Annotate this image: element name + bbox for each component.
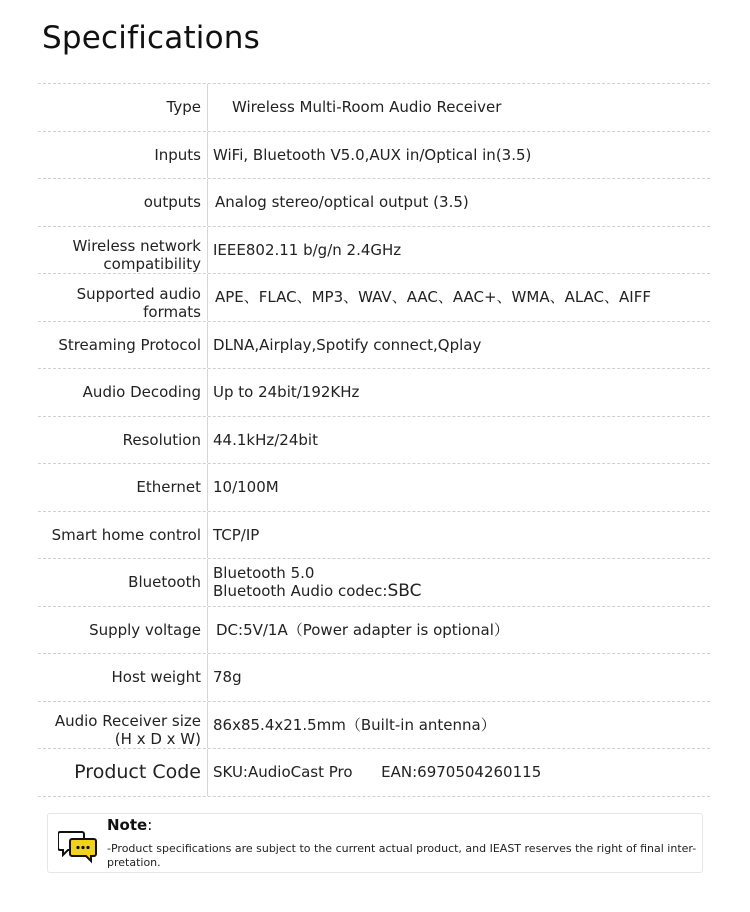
spec-value: 44.1kHz/24bit bbox=[213, 430, 318, 449]
spec-value: DC:5V/1A（Power adapter is optional） bbox=[216, 620, 509, 639]
spec-row-wireless bbox=[38, 227, 710, 275]
spec-label bbox=[38, 227, 208, 274]
spec-label: Product Code bbox=[38, 749, 208, 796]
spec-label: outputs bbox=[38, 179, 208, 226]
spec-row-product-code bbox=[38, 749, 710, 797]
spec-label: Ethernet bbox=[38, 464, 208, 511]
spec-value: Analog stereo/optical output (3.5) bbox=[215, 193, 469, 212]
spec-value: WiFi, Bluetooth V5.0,AUX in/Optical in(3.5) bbox=[213, 145, 532, 164]
spec-label: Audio Decoding bbox=[38, 369, 208, 416]
spec-value: 86x85.4x21.5mm（Built-in antenna） bbox=[213, 715, 496, 734]
spec-value-line bbox=[213, 582, 710, 600]
spec-label-line: Audio Receiver size bbox=[54, 712, 201, 730]
spec-value: Up to 24bit/192KHz bbox=[213, 383, 360, 402]
spec-label-line: Supported audio bbox=[76, 284, 201, 303]
spec-row-bluetooth bbox=[38, 559, 710, 607]
spec-row-weight bbox=[38, 654, 710, 702]
spec-value: 10/100M bbox=[213, 478, 279, 497]
spec-row-type bbox=[38, 84, 710, 132]
spec-label: Bluetooth bbox=[38, 559, 208, 606]
spec-value bbox=[208, 559, 710, 606]
spec-row-resolution bbox=[38, 417, 710, 465]
spec-label: Type bbox=[38, 84, 208, 131]
spec-label: Streaming Protocol bbox=[38, 322, 208, 369]
note-title bbox=[107, 816, 152, 834]
spec-value-codec: SBC bbox=[387, 581, 422, 602]
spec-value: IEEE802.11 b/g/n 2.4GHz bbox=[213, 240, 402, 259]
spec-label: Supply voltage bbox=[38, 607, 208, 654]
spec-row-size bbox=[38, 702, 710, 750]
spec-value: APE、FLAC、MP3、WAV、AAC、AAC+、WMA、ALAC、AIFF bbox=[215, 288, 651, 307]
spec-row-voltage bbox=[38, 607, 710, 655]
note-box bbox=[47, 813, 703, 873]
spec-row-streaming bbox=[38, 322, 710, 370]
page-title: Specifications bbox=[42, 20, 260, 56]
spec-row-inputs bbox=[38, 132, 710, 180]
spec-label: Host weight bbox=[38, 654, 208, 701]
spec-label bbox=[38, 274, 208, 321]
spec-label-line: (H x D x W) bbox=[114, 730, 201, 748]
spec-label-line: Wireless network bbox=[72, 237, 201, 255]
spec-label: Inputs bbox=[38, 132, 208, 179]
spec-value: TCP/IP bbox=[213, 525, 260, 544]
spec-label: Resolution bbox=[38, 417, 208, 464]
spec-table bbox=[38, 83, 710, 797]
spec-row-ethernet bbox=[38, 464, 710, 512]
note-text: -Product specifications are subject to the current actual product, and IEAST reserves the right of final inter-pretation. bbox=[107, 842, 697, 869]
chat-bubbles-icon bbox=[58, 828, 98, 864]
spec-value-line: Bluetooth 5.0 bbox=[213, 564, 315, 583]
spec-row-decoding bbox=[38, 369, 710, 417]
spec-value: Wireless Multi-Room Audio Receiver bbox=[232, 98, 502, 117]
spec-value: 78g bbox=[213, 668, 242, 687]
spec-value-text: Bluetooth Audio codec: bbox=[213, 582, 388, 601]
spec-label bbox=[38, 702, 208, 749]
note-title-text: Note bbox=[107, 816, 148, 834]
spec-value: DLNA,Airplay,Spotify connect,Qplay bbox=[213, 335, 482, 354]
spec-row-smart-home bbox=[38, 512, 710, 560]
spec-label: Smart home control bbox=[38, 512, 208, 559]
spec-row-outputs bbox=[38, 179, 710, 227]
spec-value: SKU:AudioCast Pro EAN:6970504260115 bbox=[213, 763, 542, 782]
spec-label-line: formats bbox=[143, 302, 201, 321]
spec-row-formats bbox=[38, 274, 710, 322]
spec-label-line: compatibility bbox=[103, 255, 201, 273]
note-colon: : bbox=[147, 816, 153, 834]
